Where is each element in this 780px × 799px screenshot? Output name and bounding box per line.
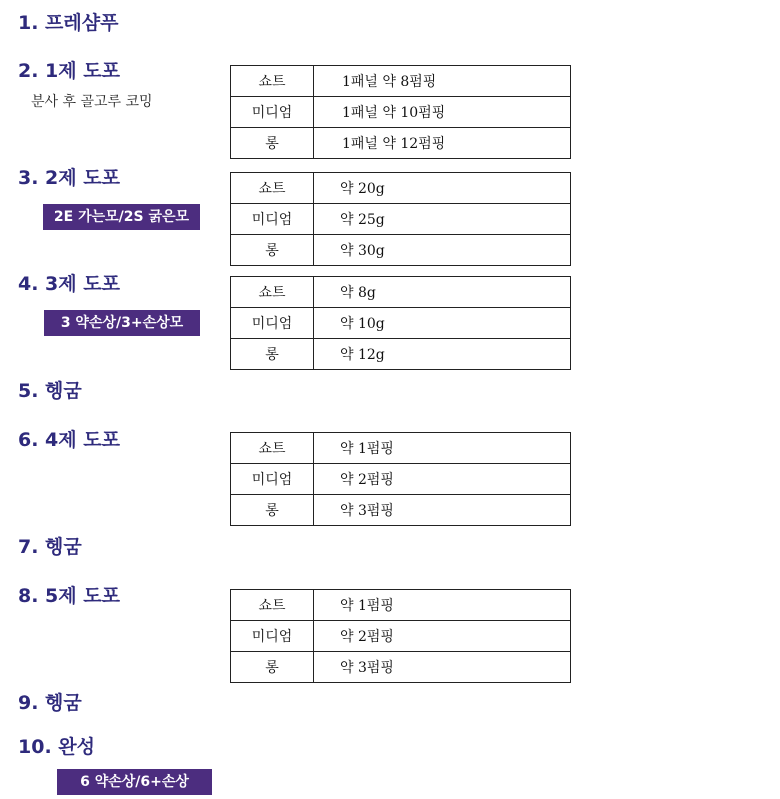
length-label: 롱 [231, 495, 314, 526]
step-10-title: 10. 완성 [18, 736, 95, 758]
length-label: 미디엄 [231, 621, 314, 652]
length-label: 쇼트 [231, 173, 314, 204]
amount-value: 약 3펌핑 [314, 652, 571, 683]
amount-value: 약 1펌핑 [314, 433, 571, 464]
amount-value: 1패널 약 8펌핑 [314, 66, 571, 97]
step-6-table [230, 432, 571, 526]
step-2-note: 분사 후 골고루 코밍 [31, 94, 153, 110]
length-label: 미디엄 [231, 204, 314, 235]
amount-value: 1패널 약 12펌핑 [314, 128, 571, 159]
step-1-title: 1. 프레샴푸 [18, 12, 119, 34]
step-2-table [230, 65, 571, 159]
length-label: 미디엄 [231, 308, 314, 339]
amount-value: 약 30g [314, 235, 571, 266]
step-5-title: 5. 헹굼 [18, 380, 82, 402]
table-row [231, 173, 571, 204]
length-label: 롱 [231, 235, 314, 266]
step-2-title: 2. 1제 도포 [18, 60, 120, 82]
length-label: 쇼트 [231, 277, 314, 308]
table-row [231, 433, 571, 464]
length-label: 미디엄 [231, 464, 314, 495]
table-row [231, 235, 571, 266]
length-label: 롱 [231, 652, 314, 683]
table-row [231, 464, 571, 495]
amount-value: 약 2펌핑 [314, 464, 571, 495]
length-label: 쇼트 [231, 433, 314, 464]
step-3-title: 3. 2제 도포 [18, 167, 120, 189]
amount-value: 1패널 약 10펌핑 [314, 97, 571, 128]
step-4-table [230, 276, 571, 370]
table-row [231, 495, 571, 526]
table-row [231, 652, 571, 683]
amount-value: 약 8g [314, 277, 571, 308]
table-row [231, 128, 571, 159]
step-8-table [230, 589, 571, 683]
length-label: 롱 [231, 128, 314, 159]
length-label: 롱 [231, 339, 314, 370]
table-row [231, 339, 571, 370]
step-3-table [230, 172, 571, 266]
length-label: 미디엄 [231, 97, 314, 128]
amount-value: 약 25g [314, 204, 571, 235]
step-10-badge: 6 약손상/6+손상 [57, 769, 212, 795]
table-row [231, 308, 571, 339]
step-7-title: 7. 헹굼 [18, 536, 82, 558]
step-9-title: 9. 헹굼 [18, 692, 82, 714]
amount-value: 약 3펌핑 [314, 495, 571, 526]
table-row [231, 277, 571, 308]
length-label: 쇼트 [231, 66, 314, 97]
amount-value: 약 12g [314, 339, 571, 370]
amount-value: 약 20g [314, 173, 571, 204]
table-row [231, 204, 571, 235]
step-4-badge: 3 약손상/3+손상모 [44, 310, 200, 336]
step-8-title: 8. 5제 도포 [18, 585, 120, 607]
step-3-badge: 2E 가는모/2S 굵은모 [43, 204, 200, 230]
length-label: 쇼트 [231, 590, 314, 621]
table-row [231, 66, 571, 97]
table-row [231, 97, 571, 128]
amount-value: 약 1펌핑 [314, 590, 571, 621]
table-row [231, 621, 571, 652]
amount-value: 약 10g [314, 308, 571, 339]
step-4-title: 4. 3제 도포 [18, 273, 120, 295]
step-6-title: 6. 4제 도포 [18, 429, 120, 451]
amount-value: 약 2펌핑 [314, 621, 571, 652]
table-row [231, 590, 571, 621]
